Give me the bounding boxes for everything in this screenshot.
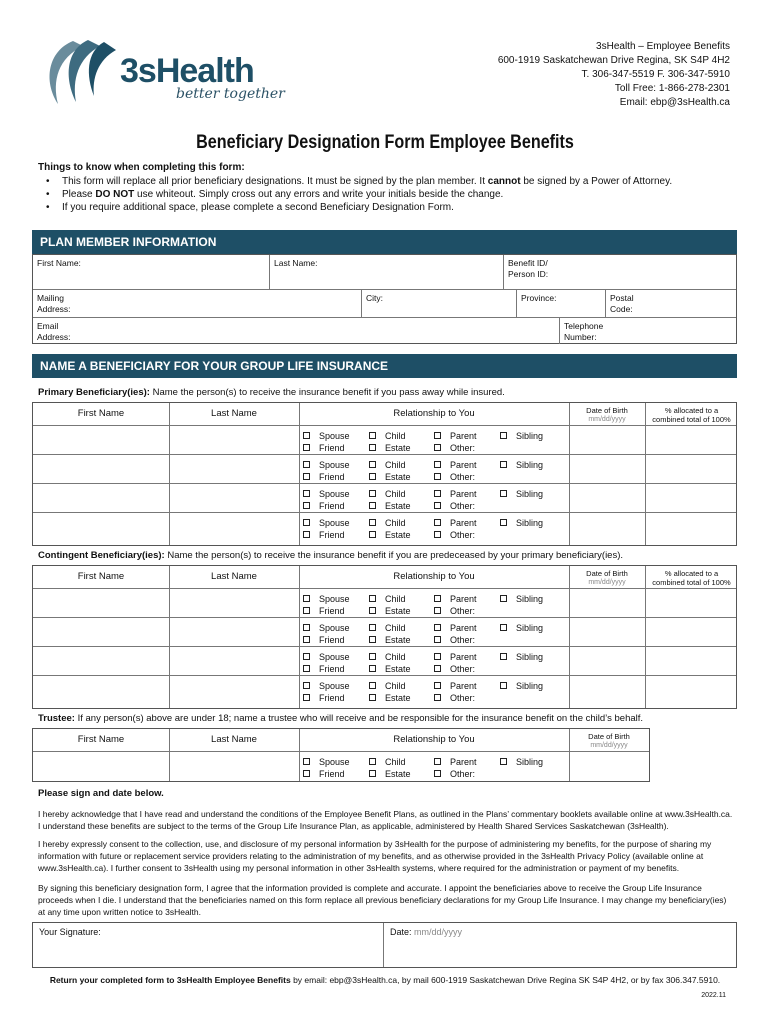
estate-checkbox[interactable] (369, 502, 376, 509)
child-checkbox[interactable] (369, 461, 376, 468)
estate-checkbox[interactable] (369, 531, 376, 538)
child-checkbox[interactable] (369, 758, 376, 765)
child-checkbox[interactable] (369, 653, 376, 660)
contact-line: T. 306-347-5519 F. 306-347-5910 (581, 69, 730, 80)
parent-checkbox[interactable] (434, 595, 441, 602)
col-last-name: Last Name (211, 408, 257, 419)
list-item: • Please DO NOT use whiteout. Simply cross out any errors and write your initials beside the change. (38, 188, 672, 201)
trustee-table: First Name Last Name Relationship to You Date of Birth mm/dd/yyyy Spouse Friend Child Estate Parent Other: Sibling (32, 728, 650, 782)
parent-checkbox[interactable] (434, 682, 441, 689)
estate-checkbox[interactable] (369, 636, 376, 643)
col-relationship: Relationship to You (393, 571, 475, 582)
other-checkbox[interactable] (434, 694, 441, 701)
other-checkbox[interactable] (434, 444, 441, 451)
estate-checkbox[interactable] (369, 473, 376, 480)
spouse-checkbox[interactable] (303, 758, 310, 765)
child-checkbox[interactable] (369, 682, 376, 689)
friend-checkbox[interactable] (303, 444, 310, 451)
form-version-code: 2022.11 (701, 992, 726, 999)
parent-checkbox[interactable] (434, 461, 441, 468)
col-percent-allocated: % allocated to a combined total of 100% (652, 406, 731, 424)
sibling-checkbox[interactable] (500, 624, 507, 631)
estate-checkbox[interactable] (369, 607, 376, 614)
logo-wordmark: 3sHealth (120, 52, 254, 90)
estate-checkbox[interactable] (369, 444, 376, 451)
other-checkbox[interactable] (434, 636, 441, 643)
email-field[interactable]: Email Address: (37, 321, 71, 342)
friend-checkbox[interactable] (303, 502, 310, 509)
sibling-checkbox[interactable] (500, 490, 507, 497)
friend-checkbox[interactable] (303, 473, 310, 480)
things-to-know-heading: Things to know when completing this form: (38, 162, 245, 173)
col-relationship: Relationship to You (393, 408, 475, 419)
child-checkbox[interactable] (369, 519, 376, 526)
first-name-field[interactable]: First Name: (37, 258, 81, 268)
sibling-checkbox[interactable] (500, 682, 507, 689)
contingent-beneficiary-note: Contingent Beneficiary(ies): Name the person(s) to receive the insurance benefit if you are predeceased by your primary beneficiary(ies). (38, 550, 624, 561)
signature-field[interactable]: Your Signature: (39, 927, 101, 937)
col-first-name: First Name (77, 734, 125, 745)
parent-checkbox[interactable] (434, 758, 441, 765)
contact-line: Toll Free: 1-866-278-2301 (614, 83, 730, 94)
telephone-field[interactable]: Telephone Number: (559, 318, 738, 344)
province-field[interactable]: Province: (516, 290, 605, 317)
sign-heading: Please sign and date below. (38, 788, 164, 799)
parent-checkbox[interactable] (434, 624, 441, 631)
list-item: • This form will replace all prior beneficiary designations. It must be signed by the plan member. It cannot be signed by a Power of Attorney. (38, 175, 672, 188)
child-checkbox[interactable] (369, 490, 376, 497)
mailing-address-field[interactable]: Mailing Address: (37, 293, 71, 314)
estate-checkbox[interactable] (369, 694, 376, 701)
logo-tagline: better together (176, 86, 285, 102)
sibling-checkbox[interactable] (500, 461, 507, 468)
other-checkbox[interactable] (434, 531, 441, 538)
col-first-name: First Name (77, 571, 125, 582)
friend-checkbox[interactable] (303, 665, 310, 672)
plan-member-section-header: PLAN MEMBER INFORMATION (32, 230, 737, 254)
parent-checkbox[interactable] (434, 490, 441, 497)
col-relationship: Relationship to You (393, 734, 475, 745)
contact-line: Email: ebp@3sHealth.ca (619, 97, 730, 108)
primary-beneficiary-table: First Name Last Name Relationship to You Date of Birth mm/dd/yyyy % allocated to a combined total of 100% Spouse Friend Child Estate Parent Other: Sibling Spouse Friend Child Estate Parent Other: Sibling Spouse Friend Child Estate Parent Other: Sibling Spouse Friend Child Estate Parent Other: Sibling (32, 402, 737, 546)
primary-beneficiary-note: Primary Beneficiary(ies): Name the person(s) to receive the insurance benefit if you pass away while insured. (38, 387, 505, 398)
contact-line: 3sHealth – Employee Benefits (596, 41, 730, 52)
date-field[interactable]: Date: mm/dd/yyyy (383, 923, 468, 967)
child-checkbox[interactable] (369, 595, 376, 602)
things-to-know (38, 162, 672, 214)
col-date-of-birth: Date of Birth mm/dd/yyyy (586, 569, 628, 586)
sibling-checkbox[interactable] (500, 432, 507, 439)
friend-checkbox[interactable] (303, 694, 310, 701)
contingent-beneficiary-table: First Name Last Name Relationship to You Date of Birth mm/dd/yyyy % allocated to a combined total of 100% Spouse Friend Child Estate Parent Other: Sibling Spouse Friend Child Estate Parent Other: Sibling Spouse Friend Child Estate Parent Other: Sibling Spouse Friend Child Estate Parent Other: Sibling (32, 565, 737, 709)
spouse-checkbox[interactable] (303, 461, 310, 468)
spouse-checkbox[interactable] (303, 595, 310, 602)
signature-box (32, 922, 737, 968)
other-checkbox[interactable] (434, 770, 441, 777)
col-first-name: First Name (77, 408, 125, 419)
city-field[interactable]: City: (361, 290, 516, 317)
estate-checkbox[interactable] (369, 665, 376, 672)
sibling-checkbox[interactable] (500, 653, 507, 660)
sibling-checkbox[interactable] (500, 519, 507, 526)
contact-block (498, 40, 730, 110)
friend-checkbox[interactable] (303, 607, 310, 614)
spouse-checkbox[interactable] (303, 682, 310, 689)
parent-checkbox[interactable] (434, 519, 441, 526)
return-instructions: Return your completed form to 3sHealth Employee Benefits by email: ebp@3sHealth.ca, by mail 600-1919 Saskatchewan Drive Regina SK S4P 4H2, or by fax 306.347.5910. (49, 975, 721, 985)
benefit-id-field[interactable]: Benefit ID/ Person ID: (503, 255, 738, 289)
spouse-checkbox[interactable] (303, 519, 310, 526)
sibling-checkbox[interactable] (500, 595, 507, 602)
spouse-checkbox[interactable] (303, 490, 310, 497)
consent-paragraph: I hereby expressly consent to the collection, use, and disclosure of my personal information by 3sHealth for the purpose of administering my benefits, for the purpose of sharing my information with future or replacement service providers relating to the administration of my benefits, and as otherwise provided in the 3sHealth Privacy Policy (available online at www.3sHealth.ca). I further consent to 3sHealth using my personal information in other 3sHealth systems, where required for the administration or payment of my benefits. (38, 839, 712, 873)
spouse-checkbox[interactable] (303, 624, 310, 631)
friend-checkbox[interactable] (303, 636, 310, 643)
other-checkbox[interactable] (434, 665, 441, 672)
col-last-name: Last Name (211, 734, 257, 745)
col-date-of-birth: Date of Birth mm/dd/yyyy (588, 732, 630, 749)
trustee-note: Trustee: If any person(s) above are under 18; name a trustee who will receive and be responsible for the insurance benefit on the child’s behalf. (38, 713, 644, 724)
friend-checkbox[interactable] (303, 531, 310, 538)
agreement-paragraph: By signing this beneficiary designation form, I agree that the information provided is complete and accurate. I appoint the beneficiaries above to receive the Group Life Insurance proceeds when I die. I understand that the beneficiaries named on this form replace all previous beneficiary declarations for my Group Life Insurance. I may change my beneficiary(ies) at any time upon written notice to 3sHealth. (38, 883, 727, 917)
other-checkbox[interactable] (434, 502, 441, 509)
col-date-of-birth: Date of Birth mm/dd/yyyy (586, 406, 628, 423)
col-last-name: Last Name (211, 571, 257, 582)
contact-line: 600-1919 Saskatchewan Drive Regina, SK S4P 4H2 (497, 55, 730, 66)
plan-member-grid (32, 254, 737, 344)
sibling-checkbox[interactable] (500, 758, 507, 765)
child-checkbox[interactable] (369, 432, 376, 439)
spouse-checkbox[interactable] (303, 432, 310, 439)
acknowledgement-paragraph: I hereby acknowledge that I have read and understand the conditions of the Employee Benefit Plans, as outlined in the Plans’ commentary booklets available online at www.3sHealth.ca. I understand these benefits are subject to the terms of the Group Life Insurance Plan, as applicable, administered by Health Shared Services Saskatchewan (3sHealth). (38, 809, 733, 831)
col-percent-allocated: % allocated to a combined total of 100% (652, 569, 731, 587)
other-checkbox[interactable] (434, 473, 441, 480)
list-item: • If you require additional space, please complete a second Beneficiary Designation Form. (38, 201, 672, 214)
child-checkbox[interactable] (369, 624, 376, 631)
form-title: Beneficiary Designation Form Employee Benefits (196, 132, 574, 153)
last-name-field[interactable]: Last Name: (269, 255, 503, 289)
friend-checkbox[interactable] (303, 770, 310, 777)
spouse-checkbox[interactable] (303, 653, 310, 660)
parent-checkbox[interactable] (434, 432, 441, 439)
life-insurance-section-header: NAME A BENEFICIARY FOR YOUR GROUP LIFE INSURANCE (32, 354, 737, 378)
postal-code-field[interactable]: Postal Code: (605, 290, 738, 317)
other-checkbox[interactable] (434, 607, 441, 614)
estate-checkbox[interactable] (369, 770, 376, 777)
parent-checkbox[interactable] (434, 653, 441, 660)
